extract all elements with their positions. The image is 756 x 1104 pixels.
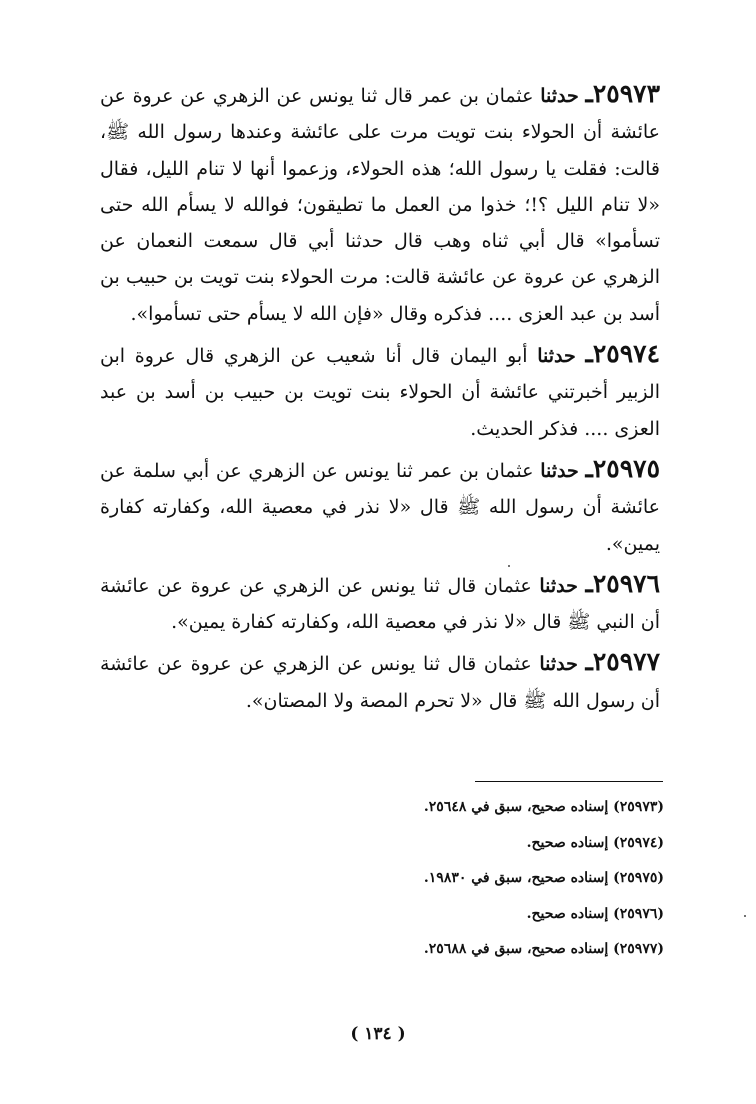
page-number: ( ١٣٤ ) [350,1024,406,1044]
footnote-item: (٢٥٩٧٥) إسناده صحيح، سبق في ١٩٨٣٠. [423,870,664,886]
footnote-item: (٢٥٩٧٤) إسناده صحيح. [526,834,664,851]
hadith-number: ٢٥٩٧٥ [592,453,660,483]
hadith-25973 [100,76,660,332]
hadith-lead-word: حدثنا [539,653,578,676]
hadith-lead-word: حدثنا [537,345,576,368]
hadith-body: عثمان بن عمر ثنا يونس عن الزهري عن أبي سلمة عن عائشة أن رسول الله ﷺ قال «لا نذر في معصية الله، وكفارته كفارة يمين». [100,459,660,555]
hadith-dash: ـ [585,453,593,483]
hadith-25975 [100,451,660,562]
hadith-body: أبو اليمان قال أنا شعيب عن الزهري قال عروة ابن الزبير أخبرتني عائشة أن الحولاء بنت تويت بن حبيب بن أسد بن عبد العزى .... فذكر الحديث. [100,345,660,440]
hadith-lead-word: حدثنا [540,459,579,482]
hadith-25974 [100,336,660,447]
hadith-number: ٢٥٩٧٤ [592,339,660,369]
hadith-body: عثمان قال ثنا يونس عن الزهري عن عروة عن عائشة أن النبي ﷺ قال «لا نذر في معصية الله، وكفارته كفارة يمين». [100,574,660,634]
hadith-body: عثمان بن عمر قال ثنا يونس عن الزهري عن عروة عن عائشة أن الحولاء بنت تويت مرت على عائشة وعندها رسول الله ﷺ، قالت: فقلت يا رسول الله؛ هذه الحولاء، وزعموا أنها لا تنام الليل، فقال «لا تنام الليل ؟!؛ خذوا من العمل ما تطيقون؛ فوالله لا يسأم الله حتى تسأموا» قال أبي ثناه وهب قال حدثنا أبي قال سمعت النعمان عن الزهري عن عروة عن عائشة قالت: مرت الحولاء بنت تويت بن حبيب بن أسد بن عبد العزى .... فذكره وقال «فإن الله لا يسأم حتى تسأموا». [100,85,660,325]
hadith-25977 [100,644,660,719]
hadith-number: ٢٥٩٧٦ [592,568,660,598]
hadith-lead-word: حدثنا [539,574,578,597]
hadith-25976 [100,566,660,641]
hadith-body: عثمان قال ثنا يونس عن الزهري عن عروة عن عائشة أن رسول الله ﷺ قال «لا تحرم المصة ولا المصتان». [100,653,660,712]
hadith-dash: ـ [585,79,593,108]
hadith-lead-word: حدثنا [540,85,579,107]
hadith-text-block [100,76,660,723]
hadith-number: ٢٥٩٧٧ [592,647,660,677]
print-speck [508,565,510,567]
hadith-dash: ـ [585,647,593,677]
hadith-dash: ـ [585,339,593,369]
print-speck [744,915,746,917]
footnote-item: (٢٥٩٧٣) إسناده صحيح، سبق في ٢٥٦٤٨. [423,799,664,815]
footnote-item: (٢٥٩٧٦) إسناده صحيح. [526,905,664,922]
hadith-number: ٢٥٩٧٣ [592,79,660,108]
footnotes [300,790,664,968]
footnote-item: (٢٥٩٧٧) إسناده صحيح، سبق في ٢٥٦٨٨. [423,941,664,957]
footnote-separator-rule [475,781,663,782]
hadith-dash: ـ [585,568,593,598]
